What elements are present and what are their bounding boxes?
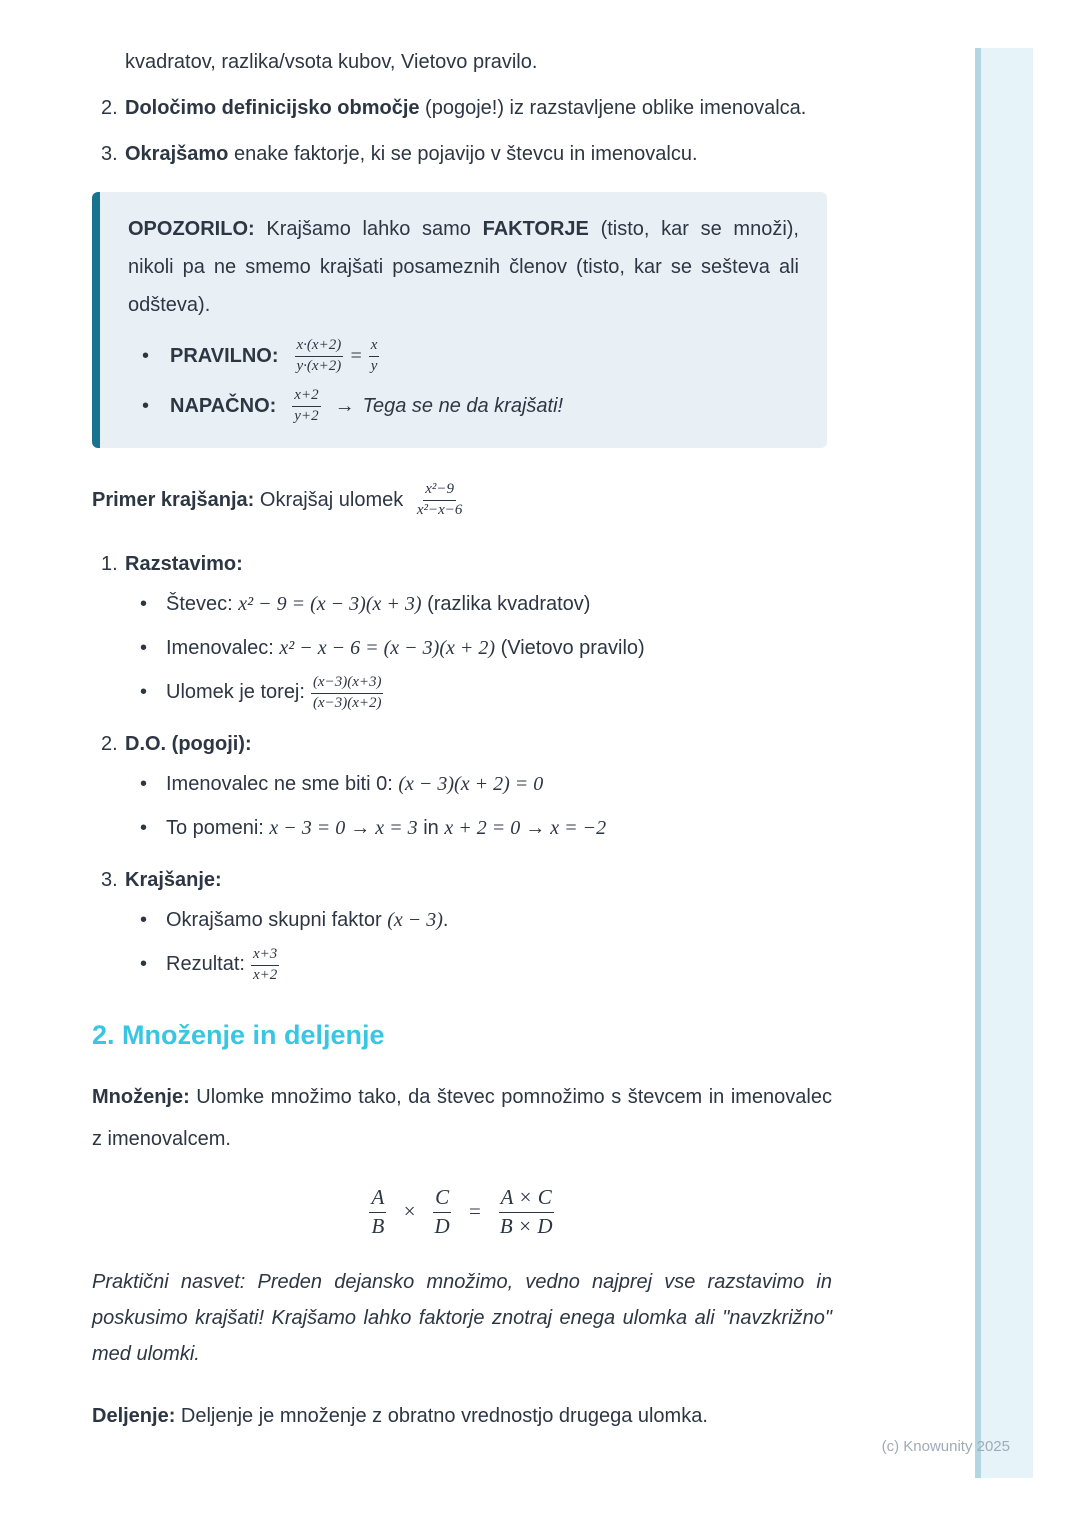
fraction <box>498 1184 555 1241</box>
fraction-denominator: y <box>370 358 378 374</box>
text-segment: (Vietovo pravilo) <box>495 637 645 659</box>
times-sign: × <box>402 1199 417 1224</box>
bullet-text <box>166 637 645 660</box>
equals-sign: = <box>349 344 363 367</box>
wrong-label: NAPAČNO: <box>170 394 277 417</box>
fraction <box>292 386 320 426</box>
text-segment: (razlika kvadratov) <box>421 593 591 615</box>
bullet-item <box>140 628 832 670</box>
text-segment: Okrajšamo skupni faktor <box>166 909 388 931</box>
list-number: 3. <box>101 143 118 165</box>
bullet-item <box>140 764 832 806</box>
text-segment: Imenovalec ne sme biti 0: <box>166 773 399 795</box>
fraction-numerator: A × C <box>499 1184 554 1213</box>
bold-term: Okrajšamo <box>125 143 229 165</box>
bullet-icon: • <box>140 817 148 839</box>
multiplication-formula <box>92 1184 832 1241</box>
fraction-numerator: A <box>369 1184 386 1213</box>
example-steps-list <box>92 546 832 986</box>
bullet-icon: • <box>140 773 148 795</box>
fraction-denominator: B <box>371 1213 385 1238</box>
page-content <box>92 44 832 1434</box>
text-segment: Imenovalec: <box>166 637 280 659</box>
warning-callout <box>92 192 827 448</box>
list-item-text <box>125 90 832 126</box>
text-segment: To pomeni: <box>166 817 270 839</box>
warning-label: OPOZORILO: <box>128 218 255 240</box>
wrong-example-item <box>142 384 799 428</box>
step-header <box>92 726 832 762</box>
fraction-numerator: C <box>433 1184 451 1213</box>
fraction <box>369 1184 386 1241</box>
text-segment: . <box>442 909 449 931</box>
bullet-icon: • <box>142 344 150 367</box>
item-rest-text: (pogoje!) iz razstavljene oblike imenovalca. <box>419 97 807 119</box>
step-bullets <box>140 764 832 850</box>
example-title <box>92 480 832 520</box>
math-expression: x² − x − 6 = (x − 3)(x + 2) <box>279 637 496 659</box>
example-title-bold: Primer krajšanja: <box>92 488 255 511</box>
fraction-numerator: x²−9 <box>423 480 456 501</box>
step-number: 1. <box>101 552 118 575</box>
equals-sign: = <box>467 1199 482 1224</box>
correct-label: PRAVILNO: <box>170 344 279 367</box>
fraction-denominator: (x−3)(x+2) <box>312 694 382 711</box>
step-header <box>92 862 832 898</box>
bullet-icon: • <box>140 953 148 975</box>
warning-examples-list <box>142 334 799 428</box>
bullet-text <box>166 773 543 796</box>
fraction <box>295 336 344 376</box>
mnozenje-text: Ulomke množimo tako, da števec pomnožimo s števcem in imenovalec z imenovalcem. <box>92 1085 832 1150</box>
bold-term: Določimo definicijsko območje <box>125 97 420 119</box>
fraction-numerator: x·(x+2) <box>295 336 344 357</box>
step-label: D.O. (pogoji): <box>125 732 252 755</box>
step-number: 3. <box>101 868 118 891</box>
step-bullets <box>140 900 832 986</box>
step-bullets <box>140 584 832 714</box>
page-side-strip <box>975 48 1033 1478</box>
bullet-text <box>166 817 606 840</box>
math-expression: (x − 3)(x + 2) = 0 <box>398 773 544 795</box>
step-label: Razstavimo: <box>125 552 243 575</box>
deljenje-label: Deljenje: <box>92 1405 176 1428</box>
fraction <box>415 480 465 520</box>
intro-list <box>92 90 832 172</box>
list-item <box>92 90 832 126</box>
fraction-denominator: x+2 <box>252 966 278 983</box>
bullet-icon: • <box>140 593 148 615</box>
bullet-text <box>166 909 448 932</box>
math-expression: x − 3 = 0 → x = 3 <box>269 817 418 839</box>
step-label: Krajšanje: <box>125 868 222 891</box>
list-item <box>92 136 832 172</box>
bullet-item <box>140 584 832 626</box>
wrong-note: Tega se ne da krajšati! <box>362 394 564 417</box>
step-header <box>92 546 832 582</box>
warning-emphasis: FAKTORJE <box>482 218 589 240</box>
bullet-item <box>140 944 832 986</box>
section-heading: 2. Množenje in deljenje <box>92 1019 385 1050</box>
fraction-numerator: x <box>369 336 380 357</box>
fraction <box>432 1184 451 1241</box>
item-rest-text: enake faktorje, ki se pojavijo v števcu in imenovalcu. <box>228 143 698 165</box>
fraction-denominator: x²−x−6 <box>416 501 463 518</box>
mnozenje-label: Množenje: <box>92 1085 190 1108</box>
bullet-icon: • <box>140 909 148 931</box>
bullet-icon: • <box>142 394 150 417</box>
copyright-footer: (c) Knowunity 2025 <box>881 1438 1010 1455</box>
text-segment: in <box>417 817 445 839</box>
fraction <box>311 673 384 713</box>
fraction <box>251 945 279 985</box>
text-segment: Števec: <box>166 593 239 615</box>
math-expression: x² − 9 = (x − 3)(x + 3) <box>238 593 422 615</box>
step-krajsanje <box>92 862 832 986</box>
deljenje-text: Deljenje je množenje z obratno vrednostjo drugega ulomka. <box>175 1405 708 1428</box>
text-segment: Ulomek je torej: <box>166 681 305 703</box>
mnozenje-paragraph <box>92 1076 832 1160</box>
list-item-text <box>125 136 832 172</box>
warning-paragraph <box>128 210 799 324</box>
warning-text: Krajšamo lahko samo <box>254 218 483 240</box>
bullet-item <box>140 808 832 850</box>
intro-continuation-line: kvadratov, razlika/vsota kubov, Vietovo pravilo. <box>125 51 538 73</box>
deljenje-paragraph <box>92 1398 832 1434</box>
fraction-denominator: B × D <box>499 1213 553 1238</box>
math-expression: x + 2 = 0 → x = −2 <box>444 817 607 839</box>
math-expression: (x − 3) <box>387 909 443 931</box>
warning-text: (tisto, kar se množi), nikoli pa ne smemo krajšati posameznih členov (tisto, kar se sešteva ali odšteva). <box>128 218 799 316</box>
fraction-numerator: x+2 <box>292 386 320 407</box>
practical-advice: Praktični nasvet: Preden dejansko množimo, vedno najprej vse razstavimo in poskusimo krajšati! Krajšamo lahko faktorje znotraj enega ulomka ali "navzkrižno" med ulomki. <box>92 1271 832 1366</box>
correct-example-item <box>142 334 799 378</box>
fraction-numerator: (x−3)(x+3) <box>311 673 384 694</box>
step-pogoji <box>92 726 832 850</box>
bullet-icon: • <box>140 681 148 703</box>
arrow-icon: → <box>334 394 355 417</box>
text-segment: Rezultat: <box>166 953 245 975</box>
bullet-item <box>140 900 832 942</box>
fraction <box>369 336 380 376</box>
bullet-icon: • <box>140 637 148 659</box>
fraction-denominator: y·(x+2) <box>296 358 342 374</box>
bullet-text <box>166 593 590 616</box>
step-razstavimo <box>92 546 832 714</box>
fraction-numerator: x+3 <box>251 945 279 966</box>
fraction-denominator: D <box>434 1213 450 1238</box>
example-title-rest: Okrajšaj ulomek <box>254 488 409 511</box>
bullet-item <box>140 672 832 714</box>
step-number: 2. <box>101 732 118 755</box>
fraction-denominator: y+2 <box>294 408 319 424</box>
list-number: 2. <box>101 97 118 119</box>
